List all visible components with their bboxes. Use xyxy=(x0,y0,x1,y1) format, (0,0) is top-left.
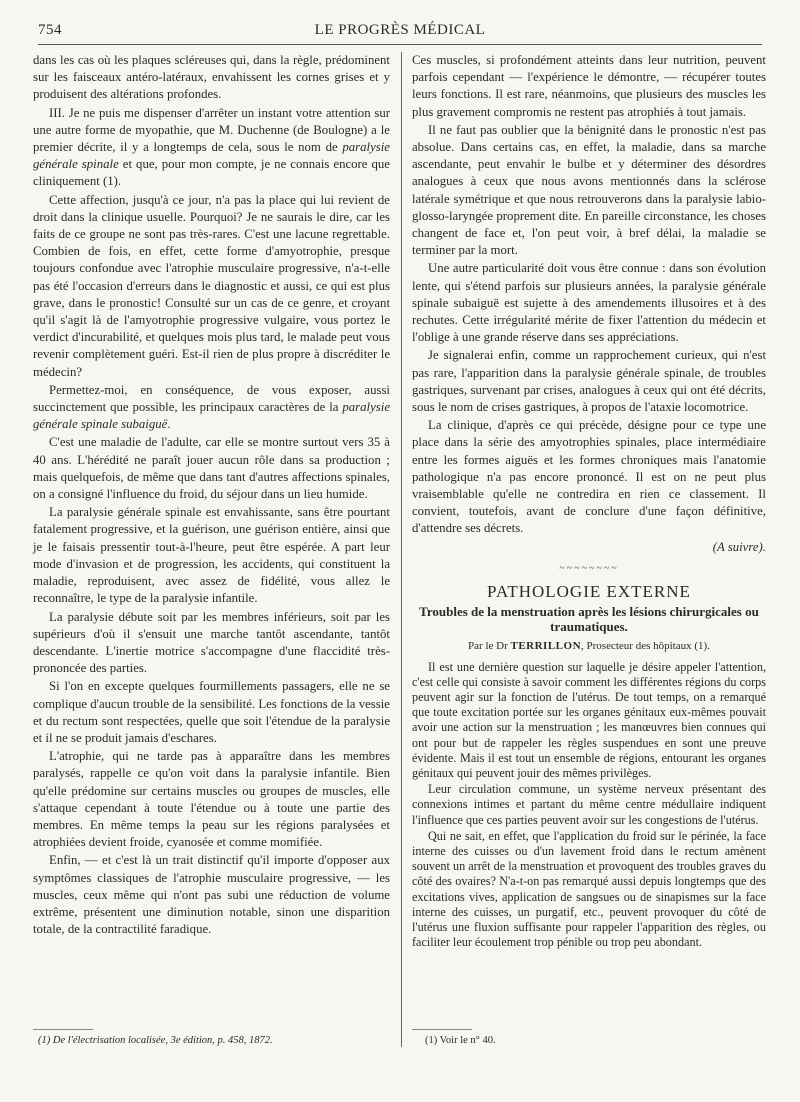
paragraph: Il est une dernière question sur laquelle je désire appeler l'attention, c'est celle qui consiste à savoir comment les différentes régions du corps peuvent agir sur la fonction de l'utérus. De tout temps, on a remarqué que toute excitation portée sur les organes génitaux eux-mêmes pouvait avoir une action sur la menstruation ; les manœuvres bien connues qui ont pour but de rappeler les règles suspendues en sont une preuve évidente. Mais il est tout un ensemble de régions, entourant les organes génitaux qui peuvent jouir des mêmes privilèges. xyxy=(412,659,766,780)
paragraph: dans les cas où les plaques scléreuses qui, dans la règle, prédominent sur les faisceaux antéro-latéraux, envahissent les cornes grises et y produisent des altérations profondes. xyxy=(33,53,390,102)
paragraph: Enfin, — et c'est là un trait distinctif qu'il importe d'opposer aux symptômes classiques de l'atrophie musculaire progressive, — les muscles, ceux même qui n'ont pas subi une réduction de volume extrême, présentent une diminution notable, sinon une disparition totale, de la contractilité faradique. xyxy=(33,853,390,937)
italic-term: paralysie générale spinale subaiguë xyxy=(33,400,391,432)
section-title: PATHOLOGIE EXTERNE xyxy=(487,582,691,602)
paragraph: Il ne faut pas oublier que la bénignité dans le pronostic n'est pas absolue. Dans certains cas, en effet, la maladie, dans sa marche ascendante, peut envahir le bulbe et y déterminer des désordres analogues à ceux que nous avons mentionnés dans la sclérose latérale symétrique et que nous retrouverons dans la paralysie labio-glosso-laryngée proprement dite. En pareille circonstance, les choses changent de face et, l'on peut voir, à bref délai, la maladie se terminer par la mort. xyxy=(412,122,766,258)
footnote-rule xyxy=(412,1029,472,1030)
article-body xyxy=(412,660,766,951)
column-divider xyxy=(401,52,402,1047)
header-rule xyxy=(38,44,762,45)
paragraph: III. Je ne puis me dispenser d'arrêter un instant votre attention sur une autre forme de myopathie, que M. Duchenne (de Boulogne) a le premier décrite, il y a longtemps de cela, sous le nom de paralysie générale spinale et que, pour mon compte, je ne connais encore que cliniquement (1). xyxy=(33,105,390,189)
paragraph: Je signalerai enfin, comme un rapprochement curieux, qui n'est pas rare, l'apparition dans la paralysie générale spinale, de troubles gastriques, survenant par crises, analogues à ceux qui ont été décrits, sous le nom de crises gastriques, à propos de l'ataxie locomotrice. xyxy=(412,348,766,415)
paragraph: Si l'on en excepte quelques fourmillements passagers, elle ne se complique d'aucun trouble de la sensibilité. Les fonctions de la vessie et du rectum sont respectées, quelle que soit l'étendue de la paralysie et il ne se produit jamais d'eschares. xyxy=(33,679,390,745)
page-header xyxy=(38,22,762,44)
paragraph: Permettez-moi, en conséquence, de vous exposer, aussi succinctement que possible, les principaux caractères de la paralysie générale spinale subaiguë. xyxy=(33,382,391,432)
paragraph: La clinique, d'après ce qui précède, désigne pour ce type une place dans la série des amyotrophies spinales, place intermédiaire entre les formes aiguës et les formes chroniques mais l'anatomie pathologique n'a pas encore prononcé. Il est on ne peut plus vraisemblable qu'elle ne contredira en rien ce classement. Il convient, toutefois, avant de conclure d'une façon définitive, d'attendre ses décrets. xyxy=(412,418,766,536)
paragraph: La paralysie débute soit par les membres inférieurs, soit par les supérieurs d'où il s'ensuit une marche tantôt ascendante, tantôt descendante. L'inertie motrice s'accompagne d'une flaccidité très-prononcée des parties. xyxy=(33,609,390,676)
author-name: TERRILLON xyxy=(510,640,582,653)
paragraph: Ces muscles, si profondément atteints dans leur nutrition, peuvent parfois cependant — l'expérience le démontre, — récupérer toutes leurs fonctions. Il est rare, néanmoins, que plusieurs des muscles les plus gravement compromis ne restent pas atrophiés à tout jamais. xyxy=(412,53,766,119)
footnote-rule xyxy=(33,1029,93,1030)
article-title: Troubles de la menstruation après les lésions chirurgicales ou traumatiques. xyxy=(419,604,759,635)
footnote: (1) Voir le n° 40. xyxy=(425,1035,496,1046)
journal-title: LE PROGRÈS MÉDICAL xyxy=(314,22,486,38)
footnote: (1) De l'électrisation localisée, 3e édition, p. 458, 1872. xyxy=(38,1035,273,1046)
page-number: 754 xyxy=(38,22,62,38)
paragraph: Leur circulation commune, un système nerveux présentant des connexions intimes et partant du même centre médullaire indiquent l'influence que ces parties peuvent avoir sur les congestions de l'utérus. xyxy=(412,782,766,827)
paragraph: La paralysie générale spinale est envahissante, sans être pourtant fatalement progressive, et la guérison, une guérison entière, ainsi que je le faisais pressentir tout-à-l'heure, peut être espérée. A part leur mode d'invasion et de progression, les accidents, qui constituent la maladie, reproduisent, avec assez de fidélité, vous allez le reconnaître, le type de la paralysie infantile. xyxy=(33,505,390,606)
byline: Par le Dr TERRILLON, Prosecteur des hôpitaux (1). xyxy=(468,640,710,653)
paragraph: Qui ne sait, en effet, que l'application du froid sur le périnée, la face interne des cuisses ou d'un lavement froid dans le rectum amènent souvent un arrêt de la menstruation et provoquent des troubles graves du côté des ovaires? N'a-t-on pas remarqué aussi depuis longtemps que des excitations vives, application de sangsues ou de sinapismes sur la face interne des cuisses, un purgatif, etc., peuvent provoquer du côté de l'utérus une fluxion suffisante pour rappeler l'apparition des règles, ou faciliter leur écoulement trop pénible ou trop peu abondant. xyxy=(412,828,766,950)
paragraph: Une autre particularité doit vous être connue : dans son évolution lente, qui s'étend parfois sur plusieurs années, la paralysie générale spinale subaiguë est sujette à des amendements illusoires et à des rechutes. Cette irrégularité mérite de fixer l'attention du médecin et l'oblige à une grande réserve dans ses appréciations. xyxy=(412,261,766,345)
italic-term: paralysie générale spinale xyxy=(33,140,390,172)
paragraph: L'atrophie, qui ne tarde pas à apparaître dans les membres paralysés, rappelle ce qu'on voit dans la paralysie infantile. Bien qu'elle prédomine sur certains muscles ou groupes de muscles, elle s'attaque cependant à toute l'étendue ou à toute une partie des membres. En même temps la peau sur les régions paralysées et atrophiées devient froide, cyanosée et comme momifiée. xyxy=(33,749,390,850)
to-be-continued: (A suivre). xyxy=(712,539,766,554)
paragraph: Cette affection, jusqu'à ce jour, n'a pas la place qui lui revient de droit dans la clinique usuelle. Pourquoi? Je ne saurais le dire, car les faits de ce groupe ne sont pas très-rares. C'est une lacune regrettable. Combien de fois, en effet, cette forme d'amyotrophie, presque toujours confondue avec l'atrophie musculaire progressive, n'a-t-elle pas été l'occasion d'erreurs dans le diagnostic et aussi, ce qui est plus grave, dans le pronostic! Consulté sur un cas de ce genre, et croyant qu'il s'agit là de l'amyotrophie progressive vulgaire, vous portez le verdict d'incurabilité, et quelques mois plus tard, le malade peut vous revenir complètement guéri. Est-il rien de plus propre à discréditer le médecin? xyxy=(33,192,390,379)
right-column xyxy=(412,52,766,951)
left-column xyxy=(33,52,390,939)
paragraph: C'est une maladie de l'adulte, car elle se montre surtout vers 35 à 40 ans. L'hérédité ne paraît jouer aucun rôle dans sa production ; mais quelquefois, de même que dans tant d'autres affections spinales, on a consigné l'influence du froid, du séjour dans un lieu humide. xyxy=(33,435,390,502)
ornament-divider: ~~~~~~~~ xyxy=(559,562,619,574)
